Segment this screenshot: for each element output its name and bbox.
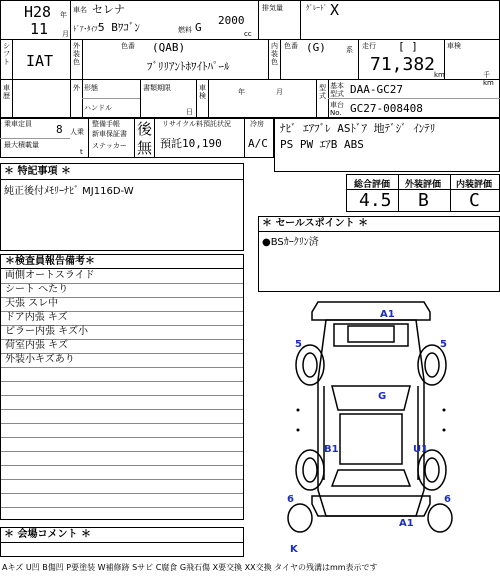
ins-label: 書類期限 [143,84,171,92]
special-title-rule [0,179,244,180]
max-load-label: 最大積載量 [4,141,39,149]
manual-value: 後 [137,120,153,138]
damage-label-5-right: 5 [440,339,447,350]
damage-label-a1-front: A1 [380,309,395,320]
exterior-score-value: B [418,190,429,211]
rear-right-wheel [418,450,446,490]
interior-score-label: 内装評価 [456,180,493,190]
year-label: 年 [60,11,67,19]
damage-label-a1-rear: A1 [399,518,414,529]
shift-label: シフト [3,42,10,66]
v-r2-6 [358,39,359,79]
special-notes-line1: 純正後付ﾒﾓﾘｰﾅﾋﾞ MJ116D-W [4,186,134,197]
mileage-bracket: [ ] [398,40,418,53]
interior-color-code-label: 色番 [284,42,298,50]
scores-v1 [398,174,399,212]
interior-color-code: (G) [306,41,326,54]
inspection-unit: 千km [483,71,494,87]
color-label: 色番 [121,42,135,50]
capacity-label: 乗車定員 [4,120,32,128]
r3-inner [82,98,140,99]
frame-value: GC27-008408 [350,102,423,115]
day-unit: 日 [186,108,193,116]
v-r2-2 [70,39,71,79]
special-notes-title: ＊ 特記事項 ＊ [4,166,71,177]
interior-color-label: 内装色 [271,42,278,66]
roof-shape [340,414,402,464]
inspection-label: 車検 [447,42,461,50]
car-name-value: セレナ [92,3,125,16]
door-type-value: 5 Bﾜｺﾞﾝ [98,21,140,34]
v-r3-2 [70,79,71,118]
mileage-value: 71,382 [370,54,436,75]
spare-tire-left [288,504,312,532]
year-value: H28 [24,3,52,21]
row1-divider [0,39,500,40]
rear-left-wheel-inner [303,458,317,482]
damage-label-6-right: 6 [444,494,451,505]
interior-score-value: C [469,190,480,211]
inspector-line: 天張 スレ中 [5,298,59,309]
manual-label: 整備手帳 [92,120,120,128]
type-label: 型式 [319,84,326,100]
v-r2-5 [280,39,281,79]
rear-bumper-shape [312,496,430,516]
venue-comment-title: ＊ 会場コメント ＊ [4,529,91,540]
overall-score-label: 総合評価 [354,180,391,190]
recycle-label: リサイクル料預託状況 [162,120,232,128]
v-r4-3 [154,118,155,158]
displacement-value: 2000 [218,14,245,27]
rear-right-wheel-inner [425,458,439,482]
v-r3-4 [140,79,141,118]
sales-point-line1: ●BSｶｰｸﾘﾝ済 [262,237,319,248]
vehicle-history-label: 車歴 [3,84,10,100]
front-bumper-shape [312,302,430,320]
sticker-label: ステッカー [92,142,127,150]
damage-label-6-left: 6 [287,494,294,505]
ac-label: 冷房 [250,120,264,128]
chassis-value: DAA-GC27 [350,83,403,96]
interior-suffix: 系 [346,46,353,54]
year-unit: 年 [238,88,245,96]
sales-title-rule [258,231,500,232]
ac-value: A/C [248,137,268,150]
grade-label: ｸﾞﾚｰﾄﾞ [306,4,327,12]
rear-left-wheel [296,450,324,490]
damage-label-b1: B1 [324,444,339,455]
exterior-color-label: 外装色 [73,42,80,66]
front-left-wheel-inner [303,353,317,377]
v-r3-7 [316,79,317,118]
inspector-line: 荷室内張 キズ [5,340,68,351]
v-r2-4 [268,39,269,79]
fuel-value: G [195,21,202,34]
car-name-label: 車名 [73,6,87,14]
v-r2-3 [82,39,83,79]
inspector-line: ピラー内張 キズ小 [5,326,88,337]
intro-label: 車検 [199,84,206,100]
v-r4-4 [244,118,245,158]
options-line1: ﾅﾋﾞ ｴｱﾌﾞﾚ ASﾄﾞｱ 地ﾃﾞｼﾞ ｲﾝﾃﾘ [280,122,436,135]
windshield-shape [332,386,410,410]
inspector-line: シート へたり [5,284,69,295]
fuel-label: 燃料 [178,26,192,34]
scores-v2 [450,174,451,212]
damage-label-5-left: 5 [295,339,302,350]
v-r3-6 [208,79,209,118]
venue-title-rule [0,542,244,543]
row2-divider [0,79,500,80]
exterior-score-label: 外装評価 [405,180,442,190]
overall-score-value: 4.5 [359,190,392,211]
spare-tire-right [428,504,452,532]
front-right-wheel-inner [425,353,439,377]
max-load-unit: t [80,148,83,156]
r3-inner2 [328,98,500,99]
r4-mid [0,138,70,139]
v-col1 [70,0,71,39]
inspector-line: 両側オートスライド [5,270,95,281]
inspector-title: ＊検査員報告備考＊ [5,256,95,267]
v-r2-1 [12,39,13,79]
handle-label: ハンドル [84,104,112,112]
month-value: 11 [30,20,49,38]
v-r4-2 [134,118,135,158]
mileage-unit: km [434,71,445,79]
grade-value: X [330,1,340,19]
v-r3-5 [196,79,197,118]
model-label: 形態 [84,84,98,92]
month-label: 月 [62,30,69,38]
v-r4-1 [88,118,89,158]
color-name: ﾌﾞﾘﾘｱﾝﾄﾎﾜｲﾄﾊﾟｰﾙ [147,60,230,73]
v-r3-1 [12,79,13,118]
color-code: (QAB) [152,41,186,54]
sticker-value: 無 [137,139,153,157]
damage-label-u1: U1 [413,444,429,455]
warranty-label: 新車保証書 [92,130,127,138]
vehicle-damage-diagram [278,290,464,552]
damage-label-k: K [290,544,298,555]
options-line2: PS PW ｴｱB ABS [280,138,364,151]
capacity-value: 8 [56,123,63,136]
capacity-unit: 人乗 [70,128,84,136]
mileage-label: 走行 [362,42,376,50]
displacement-unit: cc [244,30,252,38]
chassis-label: 基本型式 [330,82,344,98]
sales-point-title: ＊ セールスポイント ＊ [262,218,369,229]
door-type-label: ﾄﾞｱ･ﾀｲﾌﾟ [73,25,101,33]
inspector-line: 外装小キズあり [5,354,75,365]
frame-label: 車台No. [330,101,344,117]
inspector-block [0,254,244,520]
rear-window-shape [332,470,410,486]
recycle-value: 預託10,190 [160,137,222,150]
ext-label: 外 [73,84,80,92]
damage-legend: Aキズ U凹 B傷凹 P要塗装 W補修跡 Sサビ C腐食 G飛石傷 X要交換 XX交換 タイヤの残溝はmm表示です [2,563,378,572]
v-col3 [300,0,301,39]
month-unit: 月 [276,88,283,96]
shift-value: IAT [26,52,54,70]
displacement-label: 排気量 [262,4,283,12]
v-col2 [258,0,259,39]
inspector-line: ドア内張 キズ [5,312,68,323]
damage-label-g: G [378,391,387,402]
